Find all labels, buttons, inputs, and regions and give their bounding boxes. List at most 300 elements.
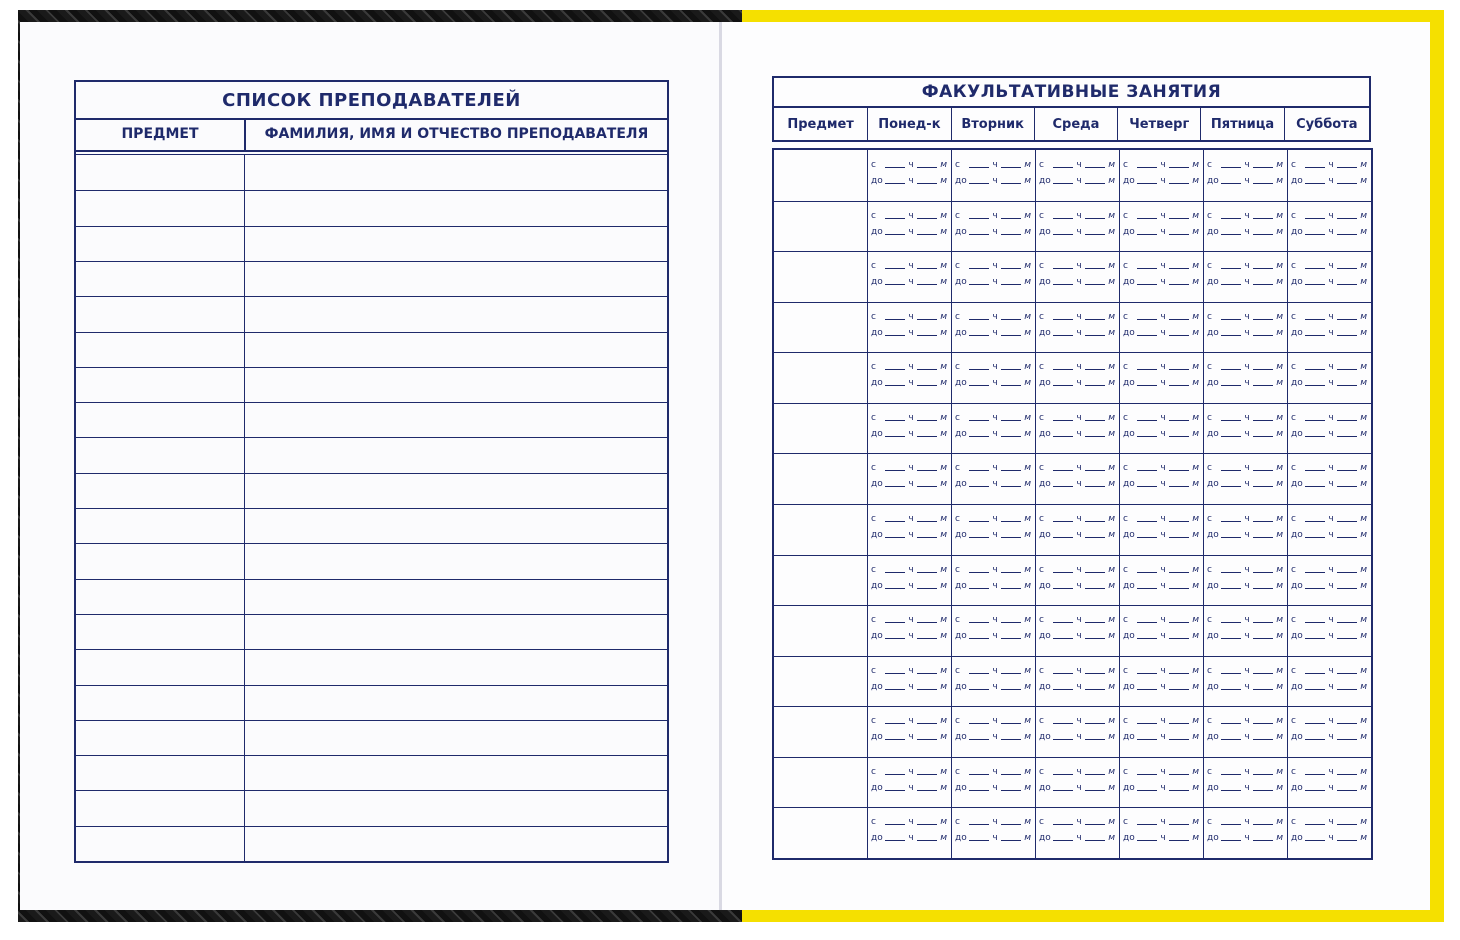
- time-cell[interactable]: [1203, 302, 1287, 353]
- hour-blank[interactable]: [1137, 839, 1157, 841]
- hour-blank[interactable]: [885, 469, 905, 471]
- time-cell[interactable]: [1035, 504, 1119, 555]
- time-cell[interactable]: [1035, 605, 1119, 656]
- hour-blank[interactable]: [885, 217, 905, 219]
- hour-blank[interactable]: [1053, 571, 1073, 573]
- minute-blank[interactable]: [1337, 571, 1357, 573]
- hour-blank[interactable]: [969, 485, 989, 487]
- hour-blank[interactable]: [885, 672, 905, 674]
- minute-blank[interactable]: [1085, 283, 1105, 285]
- minute-blank[interactable]: [1001, 722, 1021, 724]
- time-cell[interactable]: [1035, 403, 1119, 454]
- hour-blank[interactable]: [1305, 334, 1325, 336]
- hour-blank[interactable]: [885, 283, 905, 285]
- time-cell[interactable]: [951, 302, 1035, 353]
- hour-blank[interactable]: [885, 166, 905, 168]
- hour-blank[interactable]: [1305, 267, 1325, 269]
- hour-blank[interactable]: [1137, 318, 1157, 320]
- hour-blank[interactable]: [1053, 672, 1073, 674]
- minute-blank[interactable]: [1253, 536, 1273, 538]
- minute-blank[interactable]: [1253, 384, 1273, 386]
- hour-blank[interactable]: [1221, 520, 1241, 522]
- minute-blank[interactable]: [1001, 637, 1021, 639]
- hour-blank[interactable]: [1305, 773, 1325, 775]
- minute-blank[interactable]: [1169, 233, 1189, 235]
- hour-blank[interactable]: [1053, 318, 1073, 320]
- time-cell[interactable]: [1035, 150, 1119, 201]
- hour-blank[interactable]: [885, 485, 905, 487]
- time-cell[interactable]: [951, 150, 1035, 201]
- hour-blank[interactable]: [885, 182, 905, 184]
- minute-blank[interactable]: [1169, 621, 1189, 623]
- minute-blank[interactable]: [1169, 469, 1189, 471]
- hour-blank[interactable]: [1221, 688, 1241, 690]
- time-cell[interactable]: [867, 352, 951, 403]
- minute-blank[interactable]: [1001, 217, 1021, 219]
- minute-blank[interactable]: [1169, 536, 1189, 538]
- hour-blank[interactable]: [885, 773, 905, 775]
- minute-blank[interactable]: [1085, 789, 1105, 791]
- minute-blank[interactable]: [1001, 773, 1021, 775]
- minute-blank[interactable]: [1169, 166, 1189, 168]
- minute-blank[interactable]: [1169, 823, 1189, 825]
- minute-blank[interactable]: [917, 722, 937, 724]
- hour-blank[interactable]: [1305, 688, 1325, 690]
- hour-blank[interactable]: [969, 233, 989, 235]
- time-cell[interactable]: [951, 555, 1035, 606]
- hour-blank[interactable]: [1137, 368, 1157, 370]
- hour-blank[interactable]: [1053, 637, 1073, 639]
- hour-blank[interactable]: [885, 571, 905, 573]
- minute-blank[interactable]: [1085, 267, 1105, 269]
- minute-blank[interactable]: [917, 637, 937, 639]
- hour-blank[interactable]: [885, 823, 905, 825]
- hour-blank[interactable]: [1221, 722, 1241, 724]
- hour-blank[interactable]: [1053, 621, 1073, 623]
- hour-blank[interactable]: [1221, 672, 1241, 674]
- hour-blank[interactable]: [969, 166, 989, 168]
- hour-blank[interactable]: [1221, 738, 1241, 740]
- minute-blank[interactable]: [1085, 217, 1105, 219]
- hour-blank[interactable]: [1305, 283, 1325, 285]
- time-cell[interactable]: [1119, 807, 1203, 858]
- hour-blank[interactable]: [1053, 688, 1073, 690]
- minute-blank[interactable]: [1337, 182, 1357, 184]
- minute-blank[interactable]: [1169, 738, 1189, 740]
- hour-blank[interactable]: [1053, 520, 1073, 522]
- time-cell[interactable]: [1287, 555, 1371, 606]
- minute-blank[interactable]: [1001, 536, 1021, 538]
- hour-blank[interactable]: [885, 637, 905, 639]
- hour-blank[interactable]: [969, 587, 989, 589]
- hour-blank[interactable]: [1221, 334, 1241, 336]
- minute-blank[interactable]: [917, 485, 937, 487]
- minute-blank[interactable]: [1085, 722, 1105, 724]
- hour-blank[interactable]: [1053, 839, 1073, 841]
- time-cell[interactable]: [1287, 706, 1371, 757]
- hour-blank[interactable]: [885, 738, 905, 740]
- time-cell[interactable]: [1119, 757, 1203, 808]
- hour-blank[interactable]: [969, 419, 989, 421]
- hour-blank[interactable]: [1221, 318, 1241, 320]
- minute-blank[interactable]: [917, 182, 937, 184]
- minute-blank[interactable]: [917, 773, 937, 775]
- minute-blank[interactable]: [1085, 520, 1105, 522]
- minute-blank[interactable]: [1085, 637, 1105, 639]
- minute-blank[interactable]: [1253, 520, 1273, 522]
- hour-blank[interactable]: [1053, 233, 1073, 235]
- hour-blank[interactable]: [885, 267, 905, 269]
- minute-blank[interactable]: [917, 621, 937, 623]
- time-cell[interactable]: [1035, 352, 1119, 403]
- minute-blank[interactable]: [1253, 823, 1273, 825]
- time-cell[interactable]: [867, 302, 951, 353]
- hour-blank[interactable]: [1305, 419, 1325, 421]
- hour-blank[interactable]: [969, 722, 989, 724]
- hour-blank[interactable]: [969, 283, 989, 285]
- hour-blank[interactable]: [1221, 233, 1241, 235]
- hour-blank[interactable]: [1137, 536, 1157, 538]
- minute-blank[interactable]: [917, 233, 937, 235]
- minute-blank[interactable]: [1337, 536, 1357, 538]
- minute-blank[interactable]: [1337, 520, 1357, 522]
- hour-blank[interactable]: [1305, 166, 1325, 168]
- time-cell[interactable]: [951, 706, 1035, 757]
- hour-blank[interactable]: [1137, 182, 1157, 184]
- hour-blank[interactable]: [1305, 182, 1325, 184]
- minute-blank[interactable]: [1001, 520, 1021, 522]
- hour-blank[interactable]: [1305, 318, 1325, 320]
- time-cell[interactable]: [867, 656, 951, 707]
- time-cell[interactable]: [1035, 251, 1119, 302]
- minute-blank[interactable]: [1169, 520, 1189, 522]
- hour-blank[interactable]: [969, 688, 989, 690]
- minute-blank[interactable]: [1337, 485, 1357, 487]
- hour-blank[interactable]: [1053, 334, 1073, 336]
- minute-blank[interactable]: [1253, 738, 1273, 740]
- time-cell[interactable]: [951, 403, 1035, 454]
- time-cell[interactable]: [1035, 201, 1119, 252]
- hour-blank[interactable]: [1221, 267, 1241, 269]
- hour-blank[interactable]: [1305, 571, 1325, 573]
- hour-blank[interactable]: [1221, 536, 1241, 538]
- hour-blank[interactable]: [969, 334, 989, 336]
- hour-blank[interactable]: [1305, 384, 1325, 386]
- minute-blank[interactable]: [1253, 789, 1273, 791]
- minute-blank[interactable]: [1085, 368, 1105, 370]
- time-cell[interactable]: [867, 150, 951, 201]
- time-cell[interactable]: [1203, 807, 1287, 858]
- minute-blank[interactable]: [917, 283, 937, 285]
- hour-blank[interactable]: [885, 688, 905, 690]
- minute-blank[interactable]: [1001, 688, 1021, 690]
- hour-blank[interactable]: [969, 672, 989, 674]
- minute-blank[interactable]: [1001, 621, 1021, 623]
- hour-blank[interactable]: [969, 182, 989, 184]
- minute-blank[interactable]: [1337, 621, 1357, 623]
- time-cell[interactable]: [867, 555, 951, 606]
- time-cell[interactable]: [951, 656, 1035, 707]
- minute-blank[interactable]: [1253, 571, 1273, 573]
- hour-blank[interactable]: [1305, 722, 1325, 724]
- time-cell[interactable]: [1119, 605, 1203, 656]
- hour-blank[interactable]: [1137, 773, 1157, 775]
- hour-blank[interactable]: [1137, 217, 1157, 219]
- minute-blank[interactable]: [917, 738, 937, 740]
- hour-blank[interactable]: [1305, 823, 1325, 825]
- hour-blank[interactable]: [1221, 419, 1241, 421]
- minute-blank[interactable]: [917, 839, 937, 841]
- minute-blank[interactable]: [1085, 571, 1105, 573]
- time-cell[interactable]: [1203, 757, 1287, 808]
- minute-blank[interactable]: [917, 166, 937, 168]
- hour-blank[interactable]: [1305, 738, 1325, 740]
- minute-blank[interactable]: [1001, 384, 1021, 386]
- minute-blank[interactable]: [1169, 384, 1189, 386]
- minute-blank[interactable]: [917, 688, 937, 690]
- minute-blank[interactable]: [1337, 637, 1357, 639]
- hour-blank[interactable]: [885, 789, 905, 791]
- minute-blank[interactable]: [1169, 283, 1189, 285]
- minute-blank[interactable]: [1253, 637, 1273, 639]
- hour-blank[interactable]: [969, 738, 989, 740]
- hour-blank[interactable]: [1137, 672, 1157, 674]
- hour-blank[interactable]: [1137, 520, 1157, 522]
- minute-blank[interactable]: [1085, 536, 1105, 538]
- hour-blank[interactable]: [1137, 435, 1157, 437]
- time-cell[interactable]: [951, 201, 1035, 252]
- hour-blank[interactable]: [969, 839, 989, 841]
- hour-blank[interactable]: [1053, 435, 1073, 437]
- minute-blank[interactable]: [1253, 688, 1273, 690]
- time-cell[interactable]: [1287, 201, 1371, 252]
- time-cell[interactable]: [867, 504, 951, 555]
- time-cell[interactable]: [867, 201, 951, 252]
- hour-blank[interactable]: [1221, 571, 1241, 573]
- time-cell[interactable]: [951, 605, 1035, 656]
- minute-blank[interactable]: [1001, 823, 1021, 825]
- time-cell[interactable]: [951, 757, 1035, 808]
- hour-blank[interactable]: [1137, 789, 1157, 791]
- minute-blank[interactable]: [1001, 571, 1021, 573]
- minute-blank[interactable]: [1169, 571, 1189, 573]
- hour-blank[interactable]: [1221, 217, 1241, 219]
- minute-blank[interactable]: [1169, 672, 1189, 674]
- minute-blank[interactable]: [1337, 334, 1357, 336]
- time-cell[interactable]: [1287, 656, 1371, 707]
- hour-blank[interactable]: [1137, 267, 1157, 269]
- hour-blank[interactable]: [1137, 637, 1157, 639]
- minute-blank[interactable]: [917, 217, 937, 219]
- hour-blank[interactable]: [1053, 283, 1073, 285]
- minute-blank[interactable]: [1169, 688, 1189, 690]
- hour-blank[interactable]: [1053, 182, 1073, 184]
- minute-blank[interactable]: [1337, 419, 1357, 421]
- minute-blank[interactable]: [1169, 435, 1189, 437]
- hour-blank[interactable]: [969, 520, 989, 522]
- minute-blank[interactable]: [1337, 166, 1357, 168]
- hour-blank[interactable]: [1305, 217, 1325, 219]
- minute-blank[interactable]: [1001, 283, 1021, 285]
- hour-blank[interactable]: [1053, 469, 1073, 471]
- time-cell[interactable]: [951, 251, 1035, 302]
- time-cell[interactable]: [1203, 453, 1287, 504]
- hour-blank[interactable]: [1221, 839, 1241, 841]
- time-cell[interactable]: [951, 807, 1035, 858]
- hour-blank[interactable]: [1053, 773, 1073, 775]
- time-cell[interactable]: [1119, 555, 1203, 606]
- time-cell[interactable]: [951, 504, 1035, 555]
- minute-blank[interactable]: [1085, 773, 1105, 775]
- minute-blank[interactable]: [1169, 419, 1189, 421]
- time-cell[interactable]: [951, 352, 1035, 403]
- hour-blank[interactable]: [885, 536, 905, 538]
- hour-blank[interactable]: [1221, 637, 1241, 639]
- hour-blank[interactable]: [1221, 823, 1241, 825]
- hour-blank[interactable]: [969, 217, 989, 219]
- minute-blank[interactable]: [1169, 773, 1189, 775]
- hour-blank[interactable]: [1305, 469, 1325, 471]
- hour-blank[interactable]: [1221, 435, 1241, 437]
- hour-blank[interactable]: [969, 773, 989, 775]
- time-cell[interactable]: [1119, 403, 1203, 454]
- minute-blank[interactable]: [1085, 587, 1105, 589]
- time-cell[interactable]: [1203, 605, 1287, 656]
- hour-blank[interactable]: [1053, 166, 1073, 168]
- minute-blank[interactable]: [1337, 722, 1357, 724]
- hour-blank[interactable]: [1053, 823, 1073, 825]
- hour-blank[interactable]: [1221, 384, 1241, 386]
- hour-blank[interactable]: [885, 384, 905, 386]
- minute-blank[interactable]: [1337, 672, 1357, 674]
- hour-blank[interactable]: [1137, 571, 1157, 573]
- minute-blank[interactable]: [1253, 334, 1273, 336]
- time-cell[interactable]: [1203, 555, 1287, 606]
- minute-blank[interactable]: [1085, 334, 1105, 336]
- hour-blank[interactable]: [885, 368, 905, 370]
- minute-blank[interactable]: [1337, 435, 1357, 437]
- time-cell[interactable]: [1203, 504, 1287, 555]
- minute-blank[interactable]: [1001, 419, 1021, 421]
- hour-blank[interactable]: [969, 384, 989, 386]
- minute-blank[interactable]: [1001, 233, 1021, 235]
- hour-blank[interactable]: [885, 334, 905, 336]
- hour-blank[interactable]: [1221, 182, 1241, 184]
- hour-blank[interactable]: [1137, 722, 1157, 724]
- hour-blank[interactable]: [1137, 469, 1157, 471]
- minute-blank[interactable]: [1085, 621, 1105, 623]
- hour-blank[interactable]: [1053, 587, 1073, 589]
- hour-blank[interactable]: [969, 435, 989, 437]
- hour-blank[interactable]: [1053, 738, 1073, 740]
- time-cell[interactable]: [1203, 150, 1287, 201]
- minute-blank[interactable]: [1169, 368, 1189, 370]
- hour-blank[interactable]: [1137, 384, 1157, 386]
- minute-blank[interactable]: [1085, 823, 1105, 825]
- hour-blank[interactable]: [885, 435, 905, 437]
- minute-blank[interactable]: [917, 571, 937, 573]
- minute-blank[interactable]: [1337, 688, 1357, 690]
- time-cell[interactable]: [1119, 150, 1203, 201]
- time-cell[interactable]: [1035, 656, 1119, 707]
- minute-blank[interactable]: [1169, 217, 1189, 219]
- minute-blank[interactable]: [1169, 267, 1189, 269]
- minute-blank[interactable]: [1337, 823, 1357, 825]
- hour-blank[interactable]: [1137, 621, 1157, 623]
- hour-blank[interactable]: [969, 469, 989, 471]
- time-cell[interactable]: [1035, 453, 1119, 504]
- minute-blank[interactable]: [1001, 738, 1021, 740]
- minute-blank[interactable]: [1337, 789, 1357, 791]
- time-cell[interactable]: [1203, 656, 1287, 707]
- time-cell[interactable]: [1035, 757, 1119, 808]
- hour-blank[interactable]: [885, 587, 905, 589]
- time-cell[interactable]: [1119, 201, 1203, 252]
- hour-blank[interactable]: [1053, 267, 1073, 269]
- minute-blank[interactable]: [1169, 318, 1189, 320]
- minute-blank[interactable]: [1085, 839, 1105, 841]
- minute-blank[interactable]: [1169, 789, 1189, 791]
- minute-blank[interactable]: [1085, 485, 1105, 487]
- hour-blank[interactable]: [1053, 485, 1073, 487]
- minute-blank[interactable]: [1253, 318, 1273, 320]
- minute-blank[interactable]: [1337, 233, 1357, 235]
- minute-blank[interactable]: [1253, 621, 1273, 623]
- minute-blank[interactable]: [1253, 267, 1273, 269]
- hour-blank[interactable]: [885, 621, 905, 623]
- time-cell[interactable]: [1119, 706, 1203, 757]
- minute-blank[interactable]: [917, 334, 937, 336]
- hour-blank[interactable]: [1305, 233, 1325, 235]
- time-cell[interactable]: [1035, 302, 1119, 353]
- time-cell[interactable]: [1119, 251, 1203, 302]
- minute-blank[interactable]: [1337, 839, 1357, 841]
- hour-blank[interactable]: [1137, 688, 1157, 690]
- time-cell[interactable]: [1287, 251, 1371, 302]
- minute-blank[interactable]: [917, 520, 937, 522]
- minute-blank[interactable]: [1001, 267, 1021, 269]
- minute-blank[interactable]: [1169, 839, 1189, 841]
- time-cell[interactable]: [1287, 807, 1371, 858]
- minute-blank[interactable]: [1253, 469, 1273, 471]
- time-cell[interactable]: [1035, 807, 1119, 858]
- time-cell[interactable]: [867, 605, 951, 656]
- minute-blank[interactable]: [1169, 637, 1189, 639]
- hour-blank[interactable]: [1305, 839, 1325, 841]
- time-cell[interactable]: [1035, 706, 1119, 757]
- time-cell[interactable]: [1203, 352, 1287, 403]
- minute-blank[interactable]: [1253, 773, 1273, 775]
- hour-blank[interactable]: [1137, 233, 1157, 235]
- hour-blank[interactable]: [969, 637, 989, 639]
- hour-blank[interactable]: [969, 536, 989, 538]
- minute-blank[interactable]: [917, 318, 937, 320]
- time-cell[interactable]: [867, 757, 951, 808]
- minute-blank[interactable]: [917, 419, 937, 421]
- hour-blank[interactable]: [885, 520, 905, 522]
- time-cell[interactable]: [1287, 453, 1371, 504]
- minute-blank[interactable]: [1085, 672, 1105, 674]
- minute-blank[interactable]: [1253, 839, 1273, 841]
- minute-blank[interactable]: [1337, 773, 1357, 775]
- time-cell[interactable]: [1119, 352, 1203, 403]
- hour-blank[interactable]: [1053, 789, 1073, 791]
- time-cell[interactable]: [867, 706, 951, 757]
- time-cell[interactable]: [951, 453, 1035, 504]
- hour-blank[interactable]: [1305, 368, 1325, 370]
- hour-blank[interactable]: [1053, 722, 1073, 724]
- minute-blank[interactable]: [917, 384, 937, 386]
